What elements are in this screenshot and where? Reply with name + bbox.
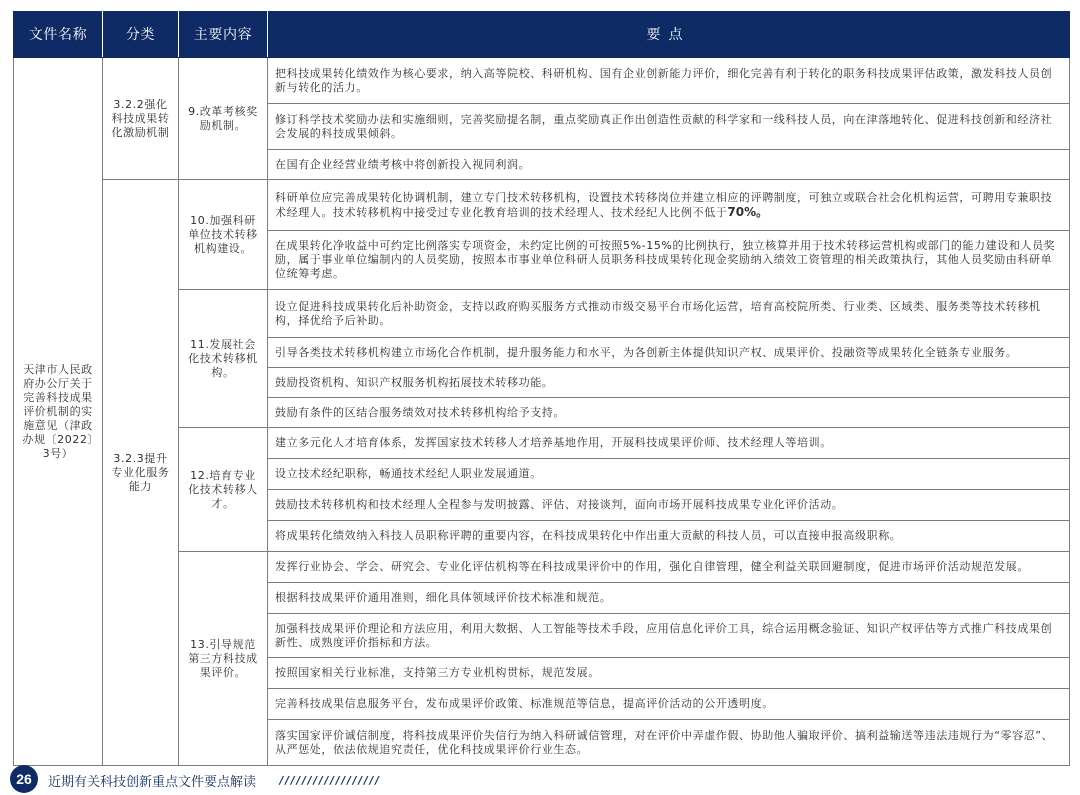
key-point-cell: 设立技术经纪职称，畅通技术经纪人职业发展通道。	[268, 459, 1070, 490]
key-point-cell: 发挥行业协会、学会、研究会、专业化评估机构等在科技成果评价中的作用，强化自律管理，健全利益关联回避制度，促进市场评价活动规范发展。	[268, 552, 1070, 583]
key-point-cell: 加强科技成果评价理论和方法应用，利用大数据、人工智能等技术手段，应用信息化评价工具，综合运用概念验证、知识产权评估等方式推广科技成果创新性、成熟度评价指标和方法。	[268, 614, 1070, 658]
header-file-name: 文件名称	[14, 12, 103, 58]
key-point-cell: 落实国家评价诚信制度，将科技成果评价失信行为纳入科研诚信管理，对在评价中弄虚作假、协助他人骗取评价、搞利益输送等违法违规行为“零容忍”、从严惩处，依法依规追究责任，优化科技成果评价行业生态。	[268, 720, 1070, 766]
table-header-row	[14, 12, 1070, 58]
key-point-cell: 在成果转化净收益中可约定比例落实专项资金，未约定比例的可按照5%-15%的比例执行，独立核算并用于技术转移运营机构或部门的能力建设和人员奖励，属于事业单位编制内的人员奖励，按照本市事业单位科研人员职务科技成果转化现金奖励纳入绩效工资管理的相关政策执行，其他人员奖励由科研单位统筹考虑。	[268, 231, 1070, 290]
key-point-cell: 引导各类技术转移机构建立市场化合作机制，提升服务能力和水平，为各创新主体提供知识产权、成果评价、投融资等成果转化全链条专业服务。	[268, 338, 1070, 368]
header-category: 分类	[103, 12, 179, 58]
main-content-cell: 13.引导规范第三方科技成果评价。	[179, 552, 268, 766]
key-point-cell	[268, 180, 1070, 231]
page-number-badge: 26	[10, 765, 38, 793]
main-content-cell: 12.培育专业化技术转移人才。	[179, 428, 268, 552]
table-row	[14, 180, 1070, 231]
page-footer	[0, 763, 1080, 795]
key-point-cell: 完善科技成果信息服务平台，发布成果评价政策、标准规范等信息，提高评价活动的公开透明度。	[268, 689, 1070, 720]
policy-table-wrapper	[13, 11, 1069, 766]
key-point-cell: 鼓励技术转移机构和技术经理人全程参与发明披露、评估、对接谈判，面向市场开展科技成果专业化评价活动。	[268, 490, 1070, 521]
footer-stripes-decoration: //////////////////	[278, 774, 380, 787]
policy-table	[13, 11, 1070, 766]
key-point-text: 科研单位应完善成果转化协调机制，建立专门技术转移机构，设置技术转移岗位并建立相应的评聘制度，可独立或联合社会化机构运营，可聘用专兼职技术经理人。技术转移机构中接受过专业化教育培训的技术经理人、技术经纪人比例不低于	[275, 190, 1053, 219]
category-cell: 3.2.3提升专业化服务能力	[103, 180, 179, 766]
key-point-cell: 鼓励投资机构、知识产权服务机构拓展技术转移功能。	[268, 368, 1070, 398]
header-key-points: 要点	[268, 12, 1070, 58]
key-point-percentage: 70%。	[727, 204, 769, 219]
key-point-cell: 建立多元化人才培育体系，发挥国家技术转移人才培养基地作用，开展科技成果评价师、技术经理人等培训。	[268, 428, 1070, 459]
key-point-cell: 在国有企业经营业绩考核中将创新投入视同利润。	[268, 150, 1070, 180]
footer-title: 近期有关科技创新重点文件要点解读	[48, 775, 257, 790]
header-main-content: 主要内容	[179, 12, 268, 58]
key-point-cell: 修订科学技术奖励办法和实施细则，完善奖励提名制，重点奖励真正作出创造性贡献的科学家和一线科技人员，向在津落地转化、促进科技创新和经济社会发展的科技成果倾斜。	[268, 104, 1070, 150]
key-point-cell: 根据科技成果评价通用准则，细化具体领域评价技术标准和规范。	[268, 583, 1070, 614]
main-content-cell: 9.改革考核奖励机制。	[179, 58, 268, 180]
key-point-cell: 鼓励有条件的区结合服务绩效对技术转移机构给予支持。	[268, 398, 1070, 428]
key-point-cell: 按照国家相关行业标准，支持第三方专业机构贯标，规范发展。	[268, 658, 1070, 689]
key-point-cell: 将成果转化绩效纳入科技人员职称评聘的重要内容，在科技成果转化中作出重大贡献的科技人员，可以直接申报高级职称。	[268, 521, 1070, 552]
main-content-cell: 10.加强科研单位技术转移机构建设。	[179, 180, 268, 290]
key-point-cell: 把科技成果转化绩效作为核心要求，纳入高等院校、科研机构、国有企业创新能力评价，细化完善有利于转化的职务科技成果评估政策，激发科技人员创新与转化的活力。	[268, 58, 1070, 104]
category-cell: 3.2.2强化科技成果转化激励机制	[103, 58, 179, 180]
key-point-cell: 设立促进科技成果转化后补助资金，支持以政府购买服务方式推动市级交易平台市场化运营，培育高校院所类、行业类、区域类、服务类等技术转移机构，择优给予后补助。	[268, 290, 1070, 338]
main-content-cell: 11.发展社会化技术转移机构。	[179, 290, 268, 428]
document-name-cell: 天津市人民政府办公厅关于完善科技成果评价机制的实施意见（津政办规〔2022〕3号）	[14, 58, 103, 766]
table-row	[14, 58, 1070, 104]
